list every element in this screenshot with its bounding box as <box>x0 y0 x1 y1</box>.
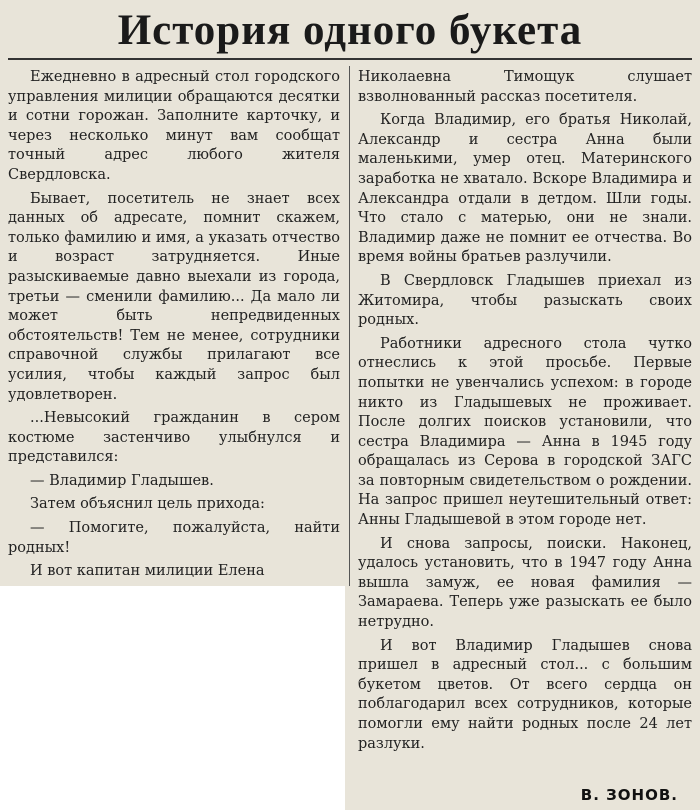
paragraph: Николаевна Тимощук слушает взволнованный рассказ посетителя. <box>358 69 692 105</box>
right-column <box>358 68 692 758</box>
article-title: История одного букета <box>117 7 583 54</box>
left-column <box>8 68 340 586</box>
paragraph: Работники адресного стола чутко отнеслись к этой просьбе. Первые попытки не увенчались успехом: в городе никто из Гладышевых не проживает. После долгих поисков установили, что сестра Владимира — Анна в 1945 году обращалась из Серова в городской ЗАГС за повторным свидетельством о рождении. На запрос пришел неутешительный ответ: Анны Гладышевой в этом городе нет. <box>358 335 692 529</box>
paragraph: И вот капитан милиции Елена <box>30 563 265 580</box>
paragraph: В Свердловск Гладышев приехал из Житомира, чтобы разыскать своих родных. <box>358 272 692 329</box>
paragraph: Бывает, посетитель не знает всех данных об адресате, помнит скажем, только фамилию и имя, а указать отчество и возраст затрудняется. Иные разыскиваемые давно выехали из города, третьи — сменили фамилию... Да мало ли может быть непредвиденных обстоятельств! Тем не менее, сотрудники справочной службы прилагают все усилия, чтобы каждый запрос был удовлетворен. <box>8 190 340 403</box>
paragraph: И вот Владимир Гладышев снова пришел в адресный стол... с большим букетом цветов. От всего сердца он поблагодарил всех сотрудников, которые помогли ему найти родных после 24 лет разлуки. <box>358 637 692 752</box>
paragraph: — Владимир Гладышев. <box>30 472 214 489</box>
column-divider <box>349 66 350 586</box>
paragraph: Когда Владимир, его братья Николай, Александр и сестра Анна были маленькими, умер отец. Материнского заработка не хватало. Вскоре Владимира и Александра отдали в детдом. Шли годы. Что стало с матерью, они не знали. Владимир даже не помнит ее отчества. Во время войны братьев разлучили. <box>358 112 692 266</box>
paragraph: Ежедневно в адресный стол городского управления милиции обращаются десятки и сотни горожан. Заполните карточку, и через несколько минут вам сообщат точный адрес любого жителя Свердловска. <box>8 69 340 183</box>
title-rule <box>8 58 692 60</box>
paragraph: И снова запросы, поиски. Наконец, удалось установить, что в 1947 году Анна вышла замуж, ее новая фамилия — Замараева. Теперь уже разыскать ее было нетрудно. <box>358 535 692 631</box>
paragraph: — Помогите, пожалуйста, найти родных! <box>8 520 340 556</box>
author-signature: В. ЗОНОВ. <box>580 786 678 804</box>
paragraph: ...Невысокий гражданин в сером костюме застенчиво улыбнулся и представился: <box>8 410 340 466</box>
paragraph: Затем объяснил цель прихода: <box>30 496 265 513</box>
